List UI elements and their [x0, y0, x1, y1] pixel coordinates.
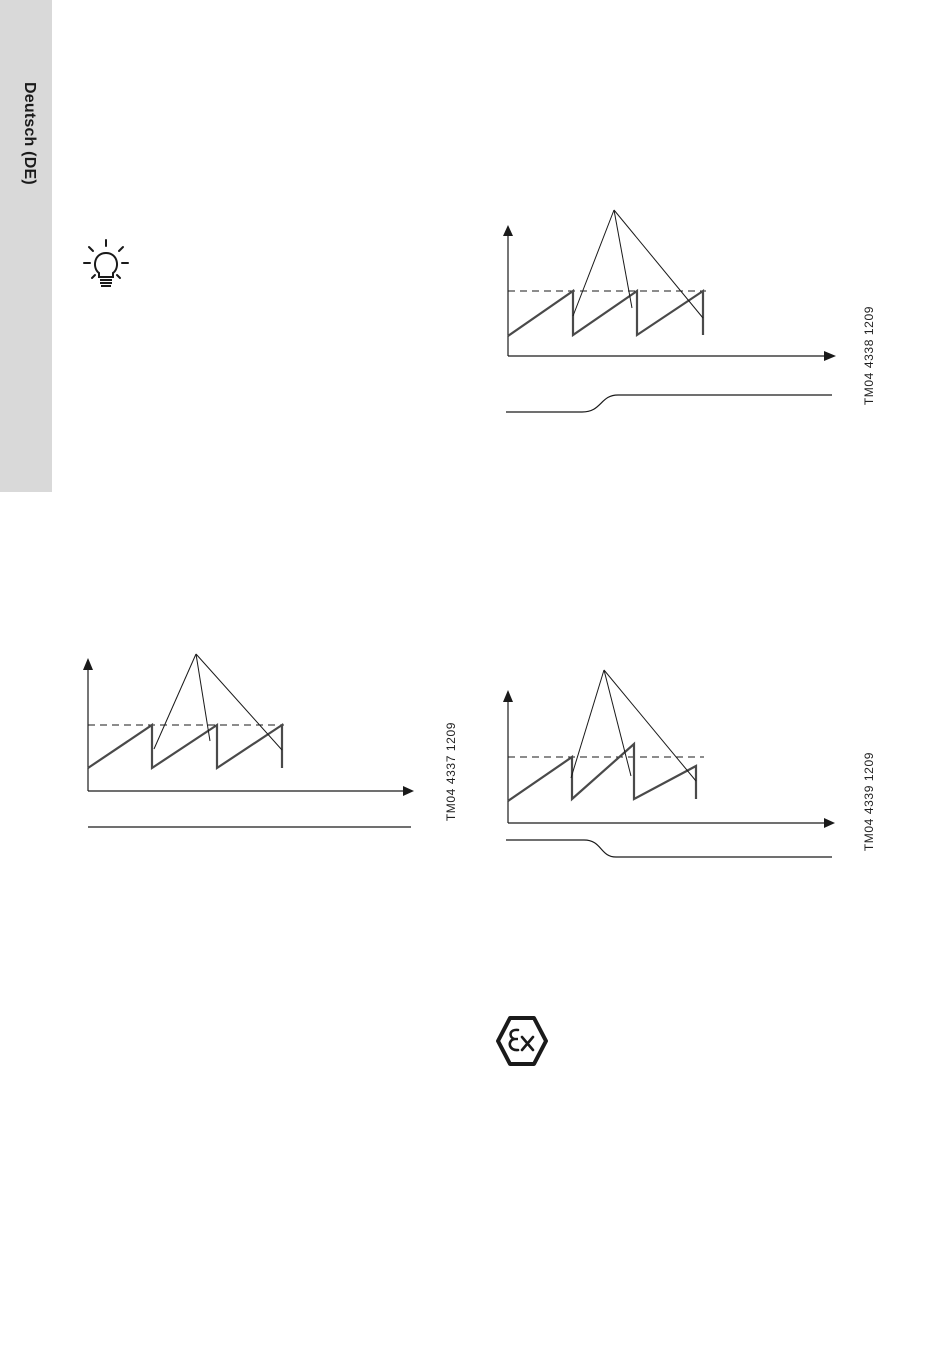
y-axis-arrow	[503, 690, 513, 702]
figure-code-4338: TM04 4338 1209	[862, 306, 876, 406]
language-label: Deutsch (DE)	[21, 82, 38, 185]
signal-step-down	[506, 840, 832, 857]
ex-atex-icon	[496, 1016, 548, 1066]
figure-code-4337: TM04 4337 1209	[444, 722, 458, 822]
x-axis-arrow	[824, 818, 835, 828]
figure-code-4339: TM04 4339 1209	[862, 752, 876, 852]
sawtooth-curve	[508, 744, 696, 801]
